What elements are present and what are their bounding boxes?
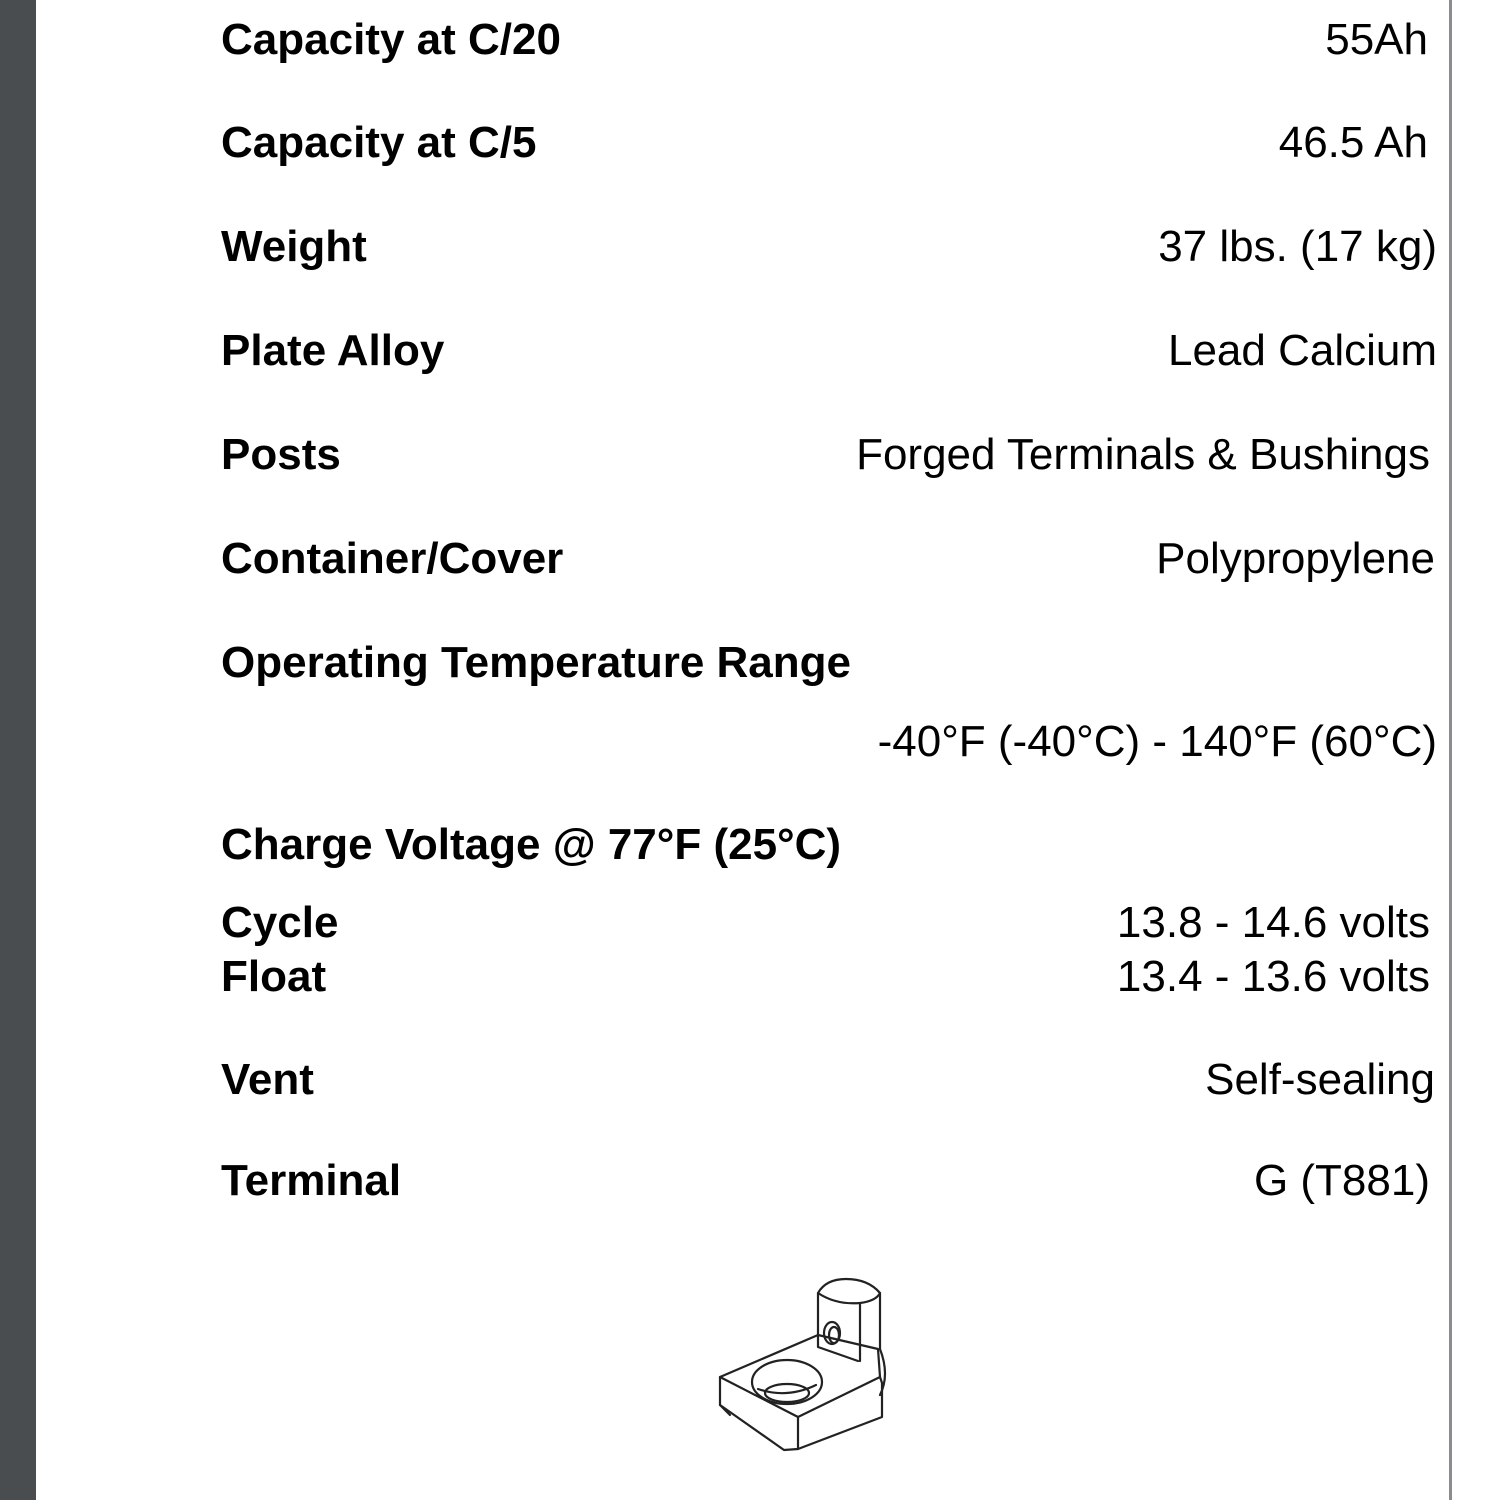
spec-value-capacity-c5: 46.5 Ah [1278, 118, 1428, 167]
spec-value-plate-alloy: Lead Calcium [1167, 326, 1437, 375]
spec-value-capacity-c20: 55Ah [1325, 15, 1428, 64]
spec-label-plate-alloy: Plate Alloy [221, 326, 445, 375]
viewer-left-panel [0, 0, 36, 1500]
charge-voltage-cycle-value: 13.8 - 14.6 volts [1116, 898, 1430, 947]
spec-value-operating-temperature: -40°F (-40°C) - 140°F (60°C) [877, 717, 1437, 766]
spec-value-weight: 37 lbs. (17 kg) [1158, 222, 1437, 271]
spec-value-vent: Self-sealing [1205, 1055, 1435, 1104]
spec-label-container-cover: Container/Cover [221, 534, 564, 583]
spec-value-container-cover: Polypropylene [1156, 534, 1435, 583]
charge-voltage-cycle-label: Cycle [221, 898, 339, 947]
spec-value-posts: Forged Terminals & Bushings [856, 430, 1430, 479]
spec-label-operating-temperature: Operating Temperature Range [221, 638, 851, 687]
spec-label-capacity-c20: Capacity at C/20 [221, 15, 561, 64]
spec-label-posts: Posts [221, 430, 341, 479]
terminal-g-icon [700, 1265, 900, 1465]
viewer-right-margin [1452, 0, 1500, 1500]
spec-label-terminal: Terminal [221, 1156, 402, 1205]
spec-value-terminal: G (T881) [1253, 1156, 1430, 1205]
charge-voltage-float-value: 13.4 - 13.6 volts [1116, 952, 1430, 1001]
spec-label-capacity-c5: Capacity at C/5 [221, 118, 537, 167]
spec-label-vent: Vent [221, 1055, 314, 1104]
charge-voltage-float-label: Float [221, 952, 327, 1001]
spec-label-weight: Weight [221, 222, 367, 271]
charge-voltage-heading: Charge Voltage @ 77°F (25°C) [221, 820, 842, 869]
